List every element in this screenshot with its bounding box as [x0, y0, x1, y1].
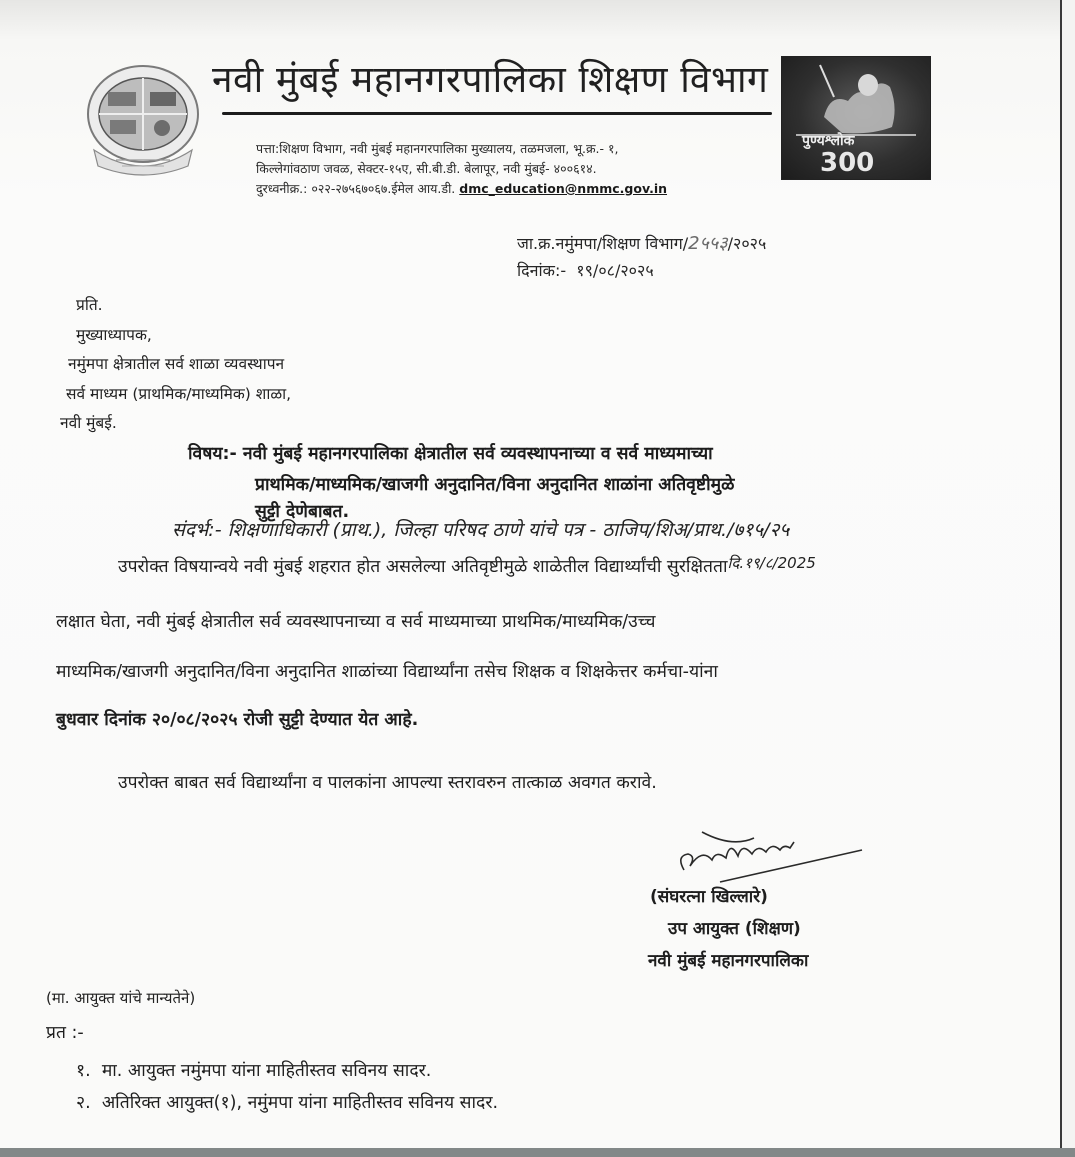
horse-rider-icon	[782, 57, 930, 179]
signatory-organization: नवी मुंबई महानगरपालिका	[648, 951, 809, 971]
nmmc-seal-icon	[82, 62, 204, 178]
addressee-line: प्रति.	[76, 296, 103, 314]
copy-to-label: प्रत :-	[46, 1023, 84, 1043]
subject-line-2: प्राथमिक/माध्यमिक/खाजगी अनुदानित/विना अनुदानित शाळांना अतिवृष्टीमुळे	[255, 475, 735, 495]
subject-line-3: सुट्टी देणेबाबत.	[255, 502, 350, 522]
addressee-line: नवी मुंबई.	[60, 414, 117, 432]
phone-text: दुरध्वनीक्र.: ०२२-२७५६७०६७.ईमेल आय.डी.	[256, 181, 460, 196]
handwritten-reference: संदर्भ:- शिक्षणाधिकारी (प्राथ.), जिल्हा परिषद ठाणे यांचे पत्र - ठाजिप/शिअ/प्राथ./७१५/२५	[172, 519, 790, 541]
body-line-1: उपरोक्त विषयान्वये नवी मुंबई शहरात होत असलेल्या अतिवृष्टीमुळे शाळेतील विद्यार्थ्यांची सुरक्षिततादि.१९/८/2025	[118, 554, 816, 577]
address-line-1: पत्ता:शिक्षण विभाग, नवी मुंबई महानगरपालिका मुख्यालय, तळमजला, भू.क्र.- १,	[256, 141, 619, 156]
approval-note: (मा. आयुक्त यांचे मान्यतेने)	[46, 989, 196, 1007]
subject-line-1: विषय:- नवी मुंबई महानगरपालिका क्षेत्रातील सर्व व्यवस्थापनाच्या व सर्व माध्यमाच्या	[188, 444, 713, 464]
addressee-line: नमुंमपा क्षेत्रातील सर्व शाळा व्यवस्थापन	[68, 355, 285, 373]
svg-text:300: 300	[820, 148, 875, 178]
title-underline	[222, 112, 772, 115]
letter-date: दिनांक:- १९/०८/२०२५	[517, 261, 654, 280]
email-link[interactable]: dmc_education@nmmc.gov.in	[459, 181, 668, 196]
department-title: नवी मुंबई महानगरपालिका शिक्षण विभाग	[212, 58, 769, 101]
addressee-line: मुख्याध्यापक,	[76, 326, 152, 344]
body-line-2: लक्षात घेता, नवी मुंबई क्षेत्रातील सर्व व्यवस्थापनाच्या व सर्व माध्यमाच्या प्राथमिक/माध्यमिक/उच्च	[56, 612, 656, 632]
addressee-line: सर्व माध्यम (प्राथमिक/माध्यमिक) शाळा,	[66, 385, 292, 403]
anniversary-emblem	[781, 56, 931, 180]
copy-to-item: २. अतिरिक्त आयुक्त(१), नमुंमपा यांना माहितीस्तव सविनय सादर.	[76, 1093, 499, 1113]
signature-scribble-icon	[672, 820, 872, 890]
address-line-2: किल्लेगांवठाण जवळ, सेक्टर-१५ए, सी.बी.डी. बेलापूर, नवी मुंबई- ४००६१४.	[256, 161, 597, 176]
svg-text:पुण्यश्लोक: पुण्यश्लोक	[802, 133, 855, 149]
handwritten-date: दि.१९/८/2025	[727, 554, 816, 572]
bottom-edge	[0, 1148, 1075, 1157]
body-line-5: उपरोक्त बाबत सर्व विद्यार्थ्यांना व पालकांना आपल्या स्तरावरुन तात्काळ अवगत करावे.	[118, 773, 657, 793]
handwritten-number: 2५५३	[688, 233, 728, 254]
contact-line	[256, 180, 667, 197]
holiday-announcement: बुधवार दिनांक २०/०८/२०२५ रोजी सुट्टी देण्यात येत आहे.	[56, 710, 419, 730]
outward-number: जा.क्र.नमुंमपा/शिक्षण विभाग/2५५३/२०२५	[517, 233, 767, 254]
signatory-name: (संघरत्ना खिल्लारे)	[650, 887, 768, 907]
body-line-3: माध्यमिक/खाजगी अनुदानित/विना अनुदानित शाळांच्या विद्यार्थ्यांना तसेच शिक्षक व शिक्षकेत्तर कर्मचा-यांना	[56, 662, 718, 682]
copy-to-item: १. मा. आयुक्त नमुंमपा यांना माहितीस्तव सविनय सादर.	[76, 1061, 432, 1081]
signatory-designation: उप आयुक्त (शिक्षण)	[668, 919, 801, 939]
